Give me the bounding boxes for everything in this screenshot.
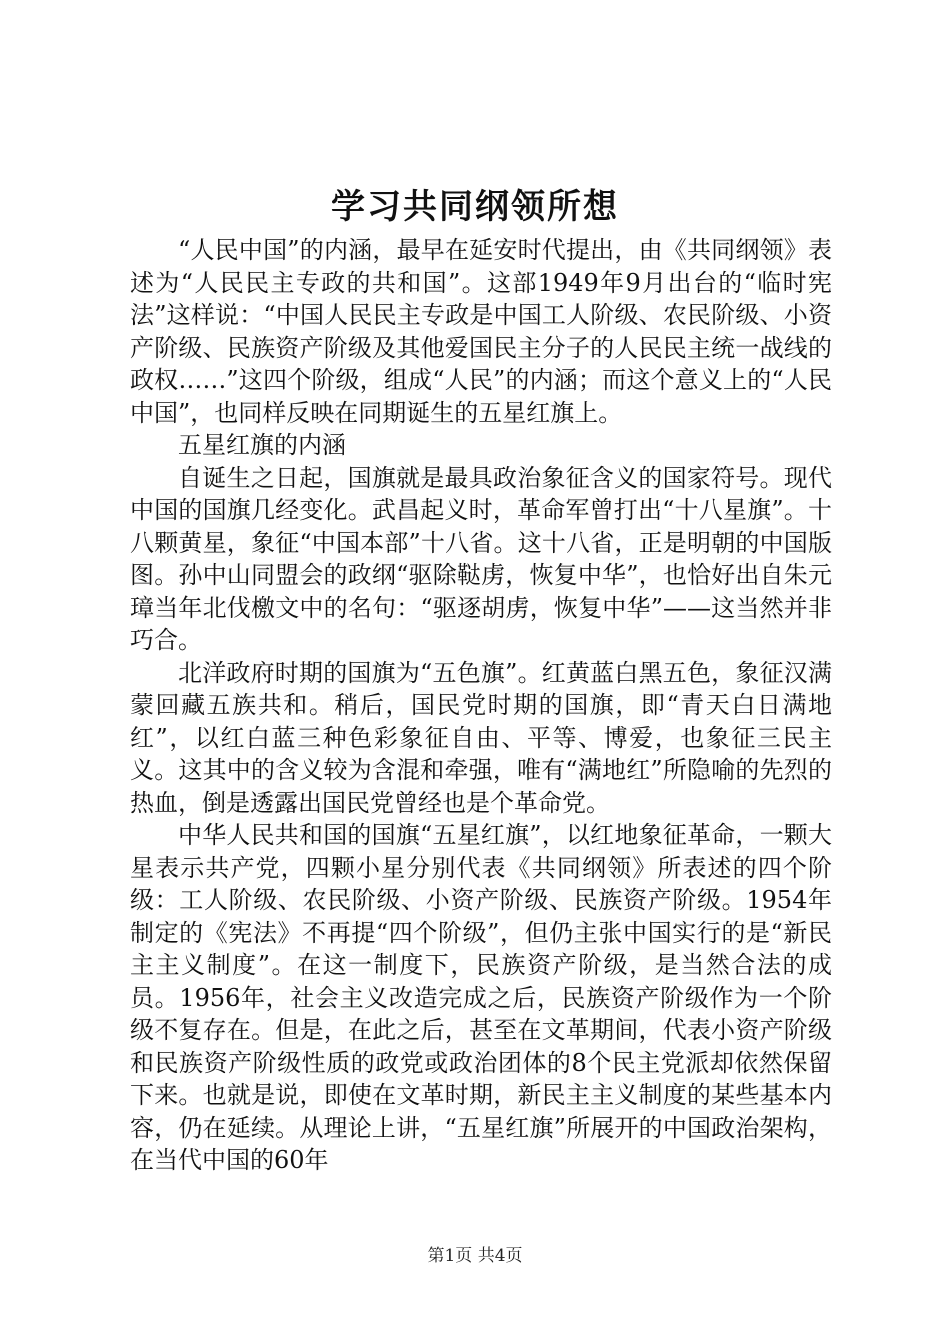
paragraph-five-star-flag: 中华人民共和国的国旗“五星红旗”，以红地象征革命，一颗大星表示共产党，四颗小星分别代表《共同纲领》所表述的四个阶级：工人阶级、农民阶级、小资产阶级、民族资产阶级。1954年制定的《宪法》不再提“四个阶级”，但仍主张中国实行的是“新民主主义制度”。在这一制度下，民族资产阶级，是当然合法的成员。1956年，社会主义改造完成之后，民族资产阶级作为一个阶级不复存在。但是，在此之后，甚至在文革期间，代表小资产阶级和民族资产阶级性质的政党或政治团体的8个民主党派却依然保留下来。也就是说，即使在文革时期，新民主主义制度的某些基本内容，仍在延续。从理论上讲，“五星红旗”所展开的中国政治架构，在当代中国的60年 <box>130 821 832 1174</box>
paragraph-beiyang-flag: 北洋政府时期的国旗为“五色旗”。红黄蓝白黑五色，象征汉满蒙回藏五族共和。稍后，国民党时期的国旗，即“青天白日满地红”，以红白蓝三种色彩象征自由、平等、博爱，也象征三民主义。这其中的含义较为含混和牵强，唯有“满地红”所隐喻的先烈的热血，倒是透露出国民党曾经也是个革命党。 <box>130 658 832 817</box>
section-heading: 五星红旗的内涵 <box>178 431 346 459</box>
paragraph-intro: “人民中国”的内涵，最早在延安时代提出，由《共同纲领》表述为“人民民主专政的共和国”。这部1949年9月出台的“临时宪法”这样说：“中国人民民主专政是中国工人阶级、农民阶级、小资产阶级、民族资产阶级及其他爱国民主分子的人民民主统一战线的政权……”这四个阶级，组成“人民”的内涵；而这个意义上的“人民中国”，也同样反映在同期诞生的五星红旗上。 <box>130 236 832 427</box>
page-footer: 第1页 共4页 <box>427 1246 523 1266</box>
document-body <box>130 234 832 1177</box>
paragraph-flag-history: 自诞生之日起，国旗就是最具政治象征含义的国家符号。现代中国的国旗几经变化。武昌起义时，革命军曾打出“十八星旗”。十八颗黄星，象征“中国本部”十八省。这十八省，正是明朝的中国版图。孙中山同盟会的政纲“驱除鞑虏，恢复中华”，也恰好出自朱元璋当年北伐檄文中的名句：“驱逐胡虏，恢复中华”——这当然并非巧合。 <box>130 463 832 654</box>
page-title: 学习共同纲领所想 <box>331 187 619 227</box>
